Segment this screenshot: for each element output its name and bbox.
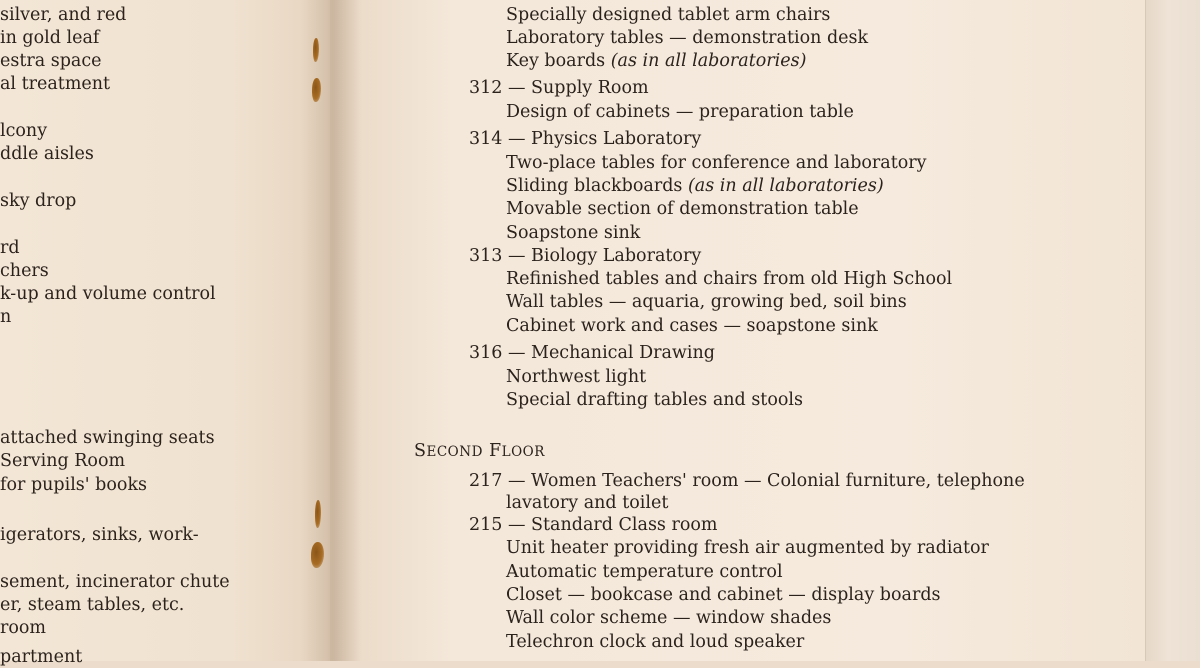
item-note: (as in all laboratories) xyxy=(610,51,807,71)
room-312-title: 312 — Supply Room xyxy=(469,78,649,98)
left-text-line: er, steam tables, etc. xyxy=(0,595,185,615)
left-text-line: in gold leaf xyxy=(0,28,100,48)
room-item: Soapstone sink xyxy=(506,223,641,243)
left-page xyxy=(0,0,330,661)
left-text-line: Serving Room xyxy=(0,451,126,471)
left-text-line: for pupils' books xyxy=(0,475,148,495)
room-item: Telechron clock and loud speaker xyxy=(506,632,805,652)
room-item: Northwest light xyxy=(506,367,647,387)
room-217-title: 217 — Women Teachers' room — Colonial furniture, telephone xyxy=(469,471,1025,491)
room-item: Wall color scheme — window shades xyxy=(506,608,832,628)
room-item xyxy=(506,50,806,72)
room-item: Cabinet work and cases — soapstone sink xyxy=(506,316,878,336)
page-edge xyxy=(1145,0,1200,661)
room-item: Movable section of demonstration table xyxy=(506,199,859,219)
room-item: Refinished tables and chairs from old High School xyxy=(506,269,953,289)
room-316-title: 316 — Mechanical Drawing xyxy=(469,343,715,363)
room-314-title: 314 — Physics Laboratory xyxy=(469,129,702,149)
left-text-line: room xyxy=(0,618,47,638)
room-item: Unit heater providing fresh air augmented by radiator xyxy=(506,538,989,558)
left-text-line: partment xyxy=(0,647,83,667)
left-text-line: rd xyxy=(0,238,20,258)
room-item: lavatory and toilet xyxy=(506,493,669,513)
left-text-line: al treatment xyxy=(0,74,111,94)
section-heading: SECOND FLOOR xyxy=(414,441,545,461)
room-item: Two-place tables for conference and laboratory xyxy=(506,153,927,173)
room-215-title: 215 — Standard Class room xyxy=(469,515,718,535)
left-text-line: n xyxy=(0,307,12,327)
book-gutter xyxy=(300,0,360,661)
room-item: Design of cabinets — preparation table xyxy=(506,102,854,122)
room-item xyxy=(506,175,884,197)
room-item: Automatic temperature control xyxy=(506,562,783,582)
room-item: Closet — bookcase and cabinet — display boards xyxy=(506,585,941,605)
room-item: Laboratory tables — demonstration desk xyxy=(506,28,869,48)
left-text-line: sement, incinerator chute xyxy=(0,572,230,592)
left-text-line: sky drop xyxy=(0,191,77,211)
left-text-line: estra space xyxy=(0,51,102,71)
left-text-line: chers xyxy=(0,261,49,281)
item-note: (as in all laboratories) xyxy=(687,176,884,196)
left-text-line: igerators, sinks, work- xyxy=(0,525,199,545)
item-text: Key boards xyxy=(506,51,611,71)
left-text-line: ddle aisles xyxy=(0,144,94,164)
item-text: Sliding blackboards xyxy=(506,176,688,196)
room-item: Wall tables — aquaria, growing bed, soil bins xyxy=(506,292,907,312)
left-text-line: lcony xyxy=(0,121,48,141)
room-item: Special drafting tables and stools xyxy=(506,390,803,410)
room-item: Specially designed tablet arm chairs xyxy=(506,5,831,25)
left-text-line: silver, and red xyxy=(0,5,127,25)
left-text-line: attached swinging seats xyxy=(0,428,215,448)
room-313-title: 313 — Biology Laboratory xyxy=(469,246,702,266)
left-text-line: k-up and volume control xyxy=(0,284,216,304)
